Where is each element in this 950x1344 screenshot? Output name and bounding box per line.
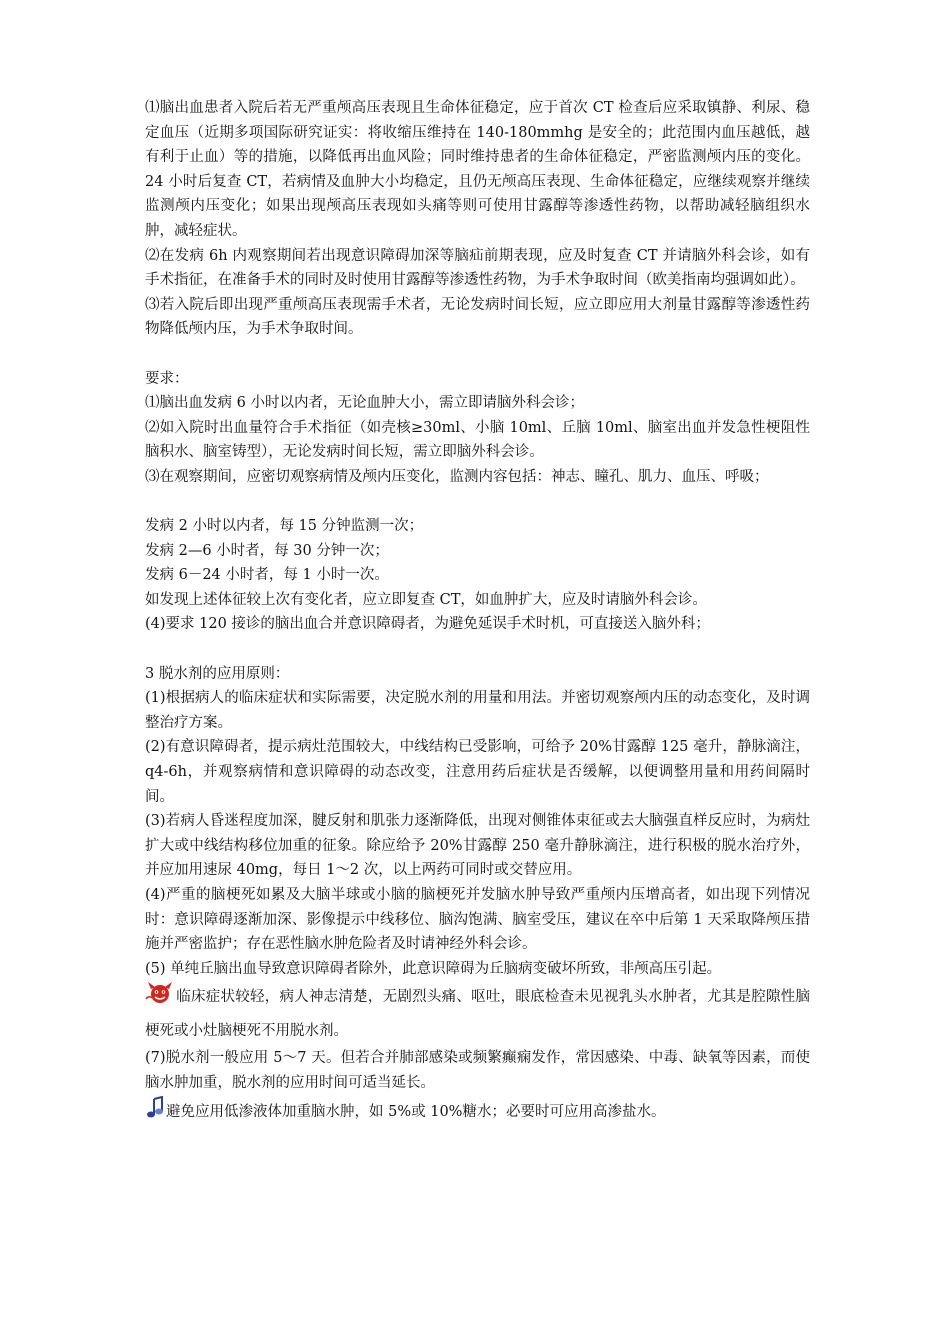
dehydration-5: (5) 单纯丘脑出血导致意识障碍者除外，此意识障碍为丘脑病变破坏所致，非颅高压引起。 [145,960,722,977]
music-note-icon [145,1096,165,1131]
dehydration-8 [145,1096,810,1131]
monitoring-1: 发病 2 小时以内者，每 15 分钟监测一次； [145,518,424,535]
monitoring-3: 发病 6－24 小时者，每 1 小时一次。 [145,567,389,584]
spacer [145,342,810,367]
dehydration-3: (3)若病人昏迷程度加深，腱反射和肌张力逐渐降低，出现对侧锥体束征或去大脑强直样反应时，为病灶扩大或中线结构移位加重的征象。除应给予 20%甘露醇 250 毫升静脉滴注，进行积极的脱水治疗外，并应加用速尿 40mg，每日 1～2 次，以上两药可同时或交替应用。 [145,813,810,879]
dehydration-8-text: 避免应用低渗液体加重脑水肿，如 5%或 10%糖水；必要时可应用高渗盐水。 [166,1103,666,1120]
dehydration-6 [145,981,810,1046]
dehydration-1: (1)根据病人的临床症状和实际需要，决定脱水剂的用量和用法。并密切观察颅内压的动态变化，及时调整治疗方案。 [145,690,810,731]
dehydration-6-text: 临床症状较轻，病人神志清楚，无剧烈头痛、呕吐，眼底检查未见视乳头水肿者，尤其是腔隙性脑梗死或小灶脑梗死不用脱水剂。 [145,989,810,1040]
document-page [145,96,810,1131]
monitoring-4: 如发现上述体征较上次有变化者，应立即复查 CT，如血肿扩大，应及时请脑外科会诊。 [145,591,707,608]
spacer [145,637,810,662]
dehydration-4: (4)严重的脑梗死如累及大脑半球或小脑的脑梗死并发脑水肿导致严重颅内压增高者，如出现下列情况时：意识障碍逐渐加深、影像提示中线移位、脑沟饱满、脑室受压，建议在卒中后第 1 天采取降颅压措施并严密监护；存在恶性脑水肿危险者及时请神经外科会诊。 [145,887,810,953]
devil-emoticon-icon [145,981,175,1016]
requirement-1: ⑴脑出血发病 6 小时以内者，无论血肿大小，需立即请脑外科会诊； [145,395,584,412]
requirements-heading: 要求： [145,370,189,387]
requirement-2: ⑵如入院时出血量符合手术指征（如壳核≥30ml、小脑 10ml、丘脑 10ml、脑室出血并发急性梗阻性脑积水、脑室铸型），无论发病时间长短，需立即脑外科会诊。 [145,419,810,461]
spacer [145,490,810,515]
paragraph-2: ⑵在发病 6h 内观察期间若出现意识障碍加深等脑疝前期表现，应及时复查 CT 并请脑外科会诊，如有手术指征，在准备手术的同时及时使用甘露醇等渗透性药物，为手术争取时间（欧美指南均强调如此）。 [145,247,810,289]
requirement-3: ⑶在观察期间，应密切观察病情及颅内压变化，监测内容包括：神志、瞳孔、肌力、血压、呼吸； [145,468,769,485]
paragraph-3: ⑶若入院后即出现严重颅高压表现需手术者，无论发病时间长短，应立即应用大剂量甘露醇等渗透性药物降低颅内压，为手术争取时间。 [145,296,810,338]
dehydration-7: (7)脱水剂一般应用 5～7 天。但若合并肺部感染或频繁癫痫发作，常因感染、中毒、缺氧等因素，而使脑水肿加重，脱水剂的应用时间可适当延长。 [145,1050,810,1091]
monitoring-5: (4)要求 120 接诊的脑出血合并意识障碍者，为避免延误手术时机，可直接送入脑外科； [145,616,710,633]
monitoring-2: 发病 2—6 小时者，每 30 分钟一次； [145,542,389,559]
dehydration-2: (2)有意识障碍者，提示病灶范围较大，中线结构已受影响，可给予 20%甘露醇 125 毫升，静脉滴注，q4-6h，并观察病情和意识障碍的动态改变，注意用药后症状是否缓解，以便调整用量和用药间隔时间。 [145,739,810,805]
dehydration-heading: 3 脱水剂的应用原则： [145,665,290,682]
paragraph-1: ⑴脑出血患者入院后若无严重颅高压表现且生命体征稳定，应于首次 CT 检查后应采取镇静、利尿、稳定血压（近期多项国际研究证实：将收缩压维持在 140-180mmhg 是安全的；此范围内血压越低，越有利于止血）等的措施，以降低再出血风险；同时维持患者的生命体征稳定，严密监测颅内压的变化。 24 小时后复查 CT，若病情及血肿大小均稳定，且仍无颅高压表现、生命体征稳定，应继续观察并继续监测颅内压变化；如果出现颅高压表现如头痛等则可使用甘露醇等渗透性药物，以帮助减轻脑组织水肿，减轻症状。 [145,100,810,239]
